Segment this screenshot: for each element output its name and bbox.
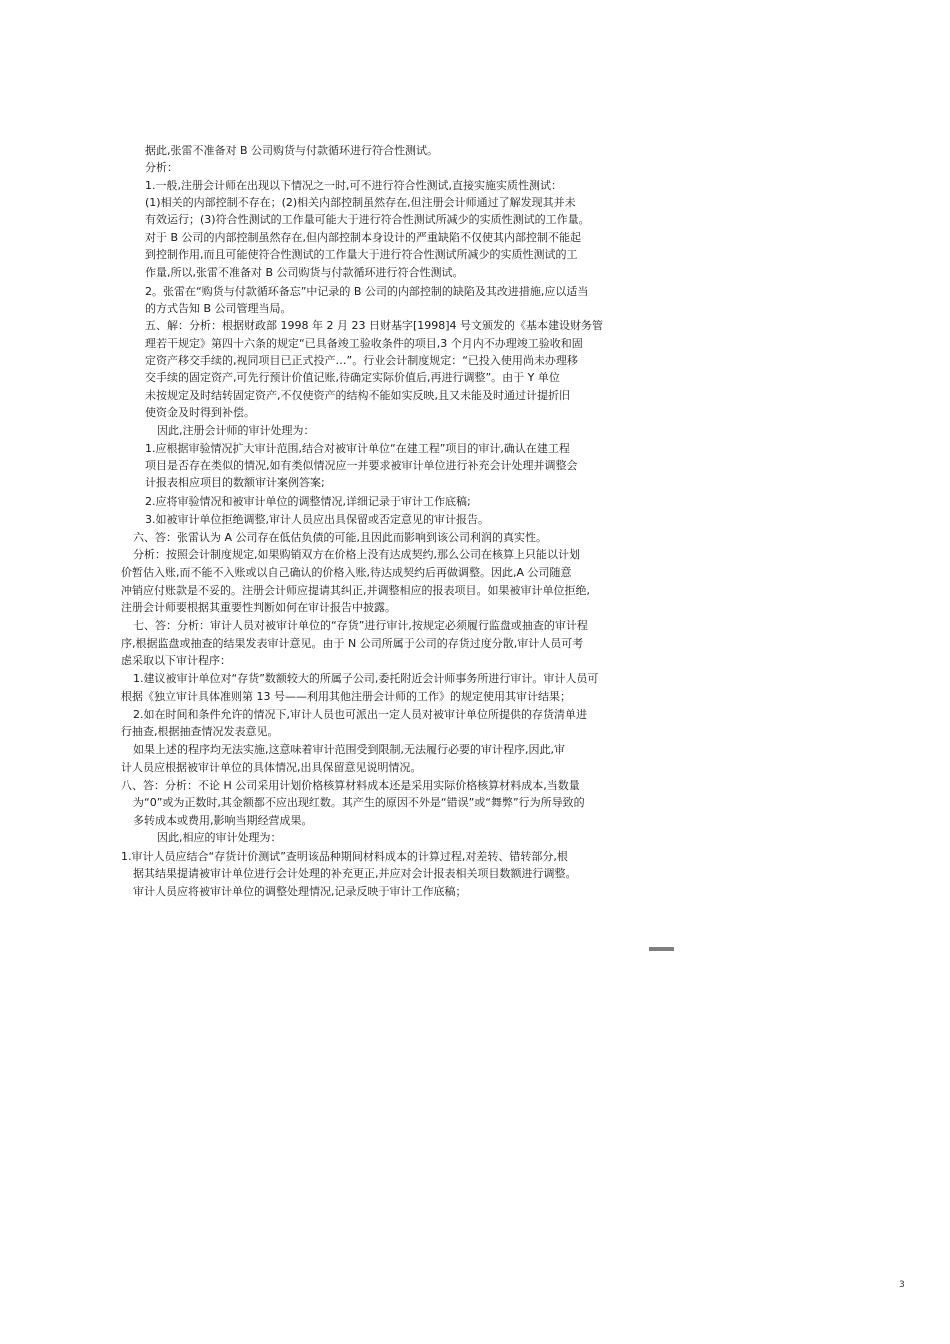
text-line: 五、解：分析：根据财政部 1998 年 2 月 23 日财基字[1998]4 号文颁发的《基本建设财务管 (145, 319, 604, 332)
page-number: 3 (899, 1280, 905, 1290)
text-line: 为“0”或为正数时,其金额都不应出现红数。其产生的原因不外是“错误”或“舞弊”行为所导致的 (133, 796, 585, 809)
text-line: 2。张雷在“购货与付款循环备忘”中记录的 B 公司的内部控制的缺陷及其改进措施,应以适当 (145, 285, 589, 298)
text-line: 3.如被审计单位拒绝调整,审计人员应出具保留或否定意见的审计报告。 (145, 513, 489, 526)
text-line: 六、答：张雷认为 A 公司存在低估负债的可能,且因此而影响到该公司利润的真实性。 (133, 531, 548, 544)
text-line: 因此,注册会计师的审计处理为： (157, 424, 315, 437)
text-line: 分析： (145, 161, 178, 174)
text-line: (1)相关的内部控制不存在；(2)相关内部控制虽然存在,但注册会计师通过了解发现其并未 (145, 196, 576, 209)
text-line: 1.应根据审验情况扩大审计范围,结合对被审计单位“在建工程”项目的审计,确认在建工程 (145, 442, 570, 455)
text-line: 1.建议被审计单位对“存货”数额较大的所属子公司,委托附近会计师事务所进行审计。审计人员可 (133, 672, 599, 685)
text-line: 使资金及时得到补偿。 (145, 406, 255, 419)
text-line: 2.应将审验情况和被审计单位的调整情况,详细记录于审计工作底稿; (145, 495, 471, 508)
text-line: 未按规定及时结转固定资产,不仅使资产的结构不能如实反映,且又未能及时通过计提折旧 (145, 389, 570, 402)
text-line: 审计人员应将被审计单位的调整处理情况,记录反映于审计工作底稿； (133, 885, 467, 898)
text-line: 理若干规定》第四十六条的规定“已具备竣工验收条件的项目,3 个月内不办理竣工验收和固 (145, 337, 583, 350)
text-line: 据此,张雷不准备对 B 公司购货与付款循环进行符合性测试。 (145, 144, 439, 157)
text-line: 虑采取以下审计程序： (121, 654, 231, 667)
text-line: 据其结果提请被审计单位进行会计处理的补充更正,并应对会计报表相关项目数额进行调整。 (133, 867, 577, 880)
text-line: 根据《独立审计具体准则第 13 号——利用其他注册会计师的工作》的规定使用其审计结果； (121, 690, 571, 703)
text-line: 分析：按照会计制度规定,如果购销双方在价格上没有达成契约,那么公司在核算上只能以计划 (133, 548, 580, 561)
text-line: 多转成本或费用,影响当期经营成果。 (133, 814, 313, 827)
text-line: 注册会计师要根据其重要性判断如何在审计报告中披露。 (121, 601, 396, 614)
text-line: 2.如在时间和条件允许的情况下,审计人员也可派出一定人员对被审计单位所提供的存货清单进 (133, 708, 587, 721)
text-line: 对于 B 公司的内部控制虽然存在,但内部控制本身设计的严重缺陷不仅使其内部控制不能起 (145, 231, 582, 244)
page-divider (649, 947, 674, 951)
text-line: 七、答：分析：审计人员对被审计单位的“存货”进行审计,按规定必须履行监盘或抽查的审计程 (133, 619, 588, 632)
text-line: 如果上述的程序均无法实施,这意味着审计范围受到限制,无法履行必要的审计程序,因此,审 (133, 743, 565, 756)
text-line: 有效运行；(3)符合性测试的工作量可能大于进行符合性测试所减少的实质性测试的工作量。 (145, 213, 590, 226)
text-line: 价暂估入账,而不能不入账或以自己确认的价格入账,待达成契约后再做调整。因此,A 公司随意 (121, 566, 572, 579)
text-line: 交手续的固定资产,可先行预计价值记账,待确定实际价值后,再进行调整”。由于 Y 单位 (145, 371, 560, 384)
text-line: 1.审计人员应结合“存货计价测试”查明该品种期间材料成本的计算过程,对差转、错转部分,根 (121, 850, 568, 863)
text-line: 作量,所以,张雷不准备对 B 公司购货与付款循环进行符合性测试。 (145, 266, 464, 279)
text-line: 到控制作用,而且可能使符合性测试的工作量大于进行符合性测试所减少的实质性测试的工 (145, 248, 578, 261)
text-line: 计报表相应项目的数额审计案例答案; (145, 476, 325, 489)
text-line: 冲销应付账款是不妥的。注册会计师应提请其纠正,并调整相应的报表项目。如果被审计单位拒绝, (121, 584, 590, 597)
text-line: 定资产移交手续的,视同项目已正式投产…”。行业会计制度规定：“已投入使用尚未办理移 (145, 354, 578, 367)
text-line: 的方式告知 B 公司管理当局。 (145, 302, 292, 315)
text-line: 八、答：分析：不论 H 公司采用计划价格核算材料成本还是采用实际价格核算材料成本,当数量 (121, 779, 580, 792)
text-line: 项目是否存在类似的情况,如有类似情况应一并要求被审计单位进行补充会计处理并调整会 (145, 459, 578, 472)
text-line: 1.一般,注册会计师在出现以下情况之一时,可不进行符合性测试,直接实施实质性测试： (145, 179, 562, 192)
text-line: 行抽查,根据抽查情况发表意见。 (121, 725, 279, 738)
text-line: 序,根据监盘或抽查的结果发表审计意见。由于 N 公司所属于公司的存货过度分散,审计人员可考 (121, 637, 584, 650)
text-line: 因此,相应的审计处理为： (157, 831, 282, 844)
text-line: 计人员应根据被审计单位的具体情况,出具保留意见说明情况。 (121, 761, 422, 774)
